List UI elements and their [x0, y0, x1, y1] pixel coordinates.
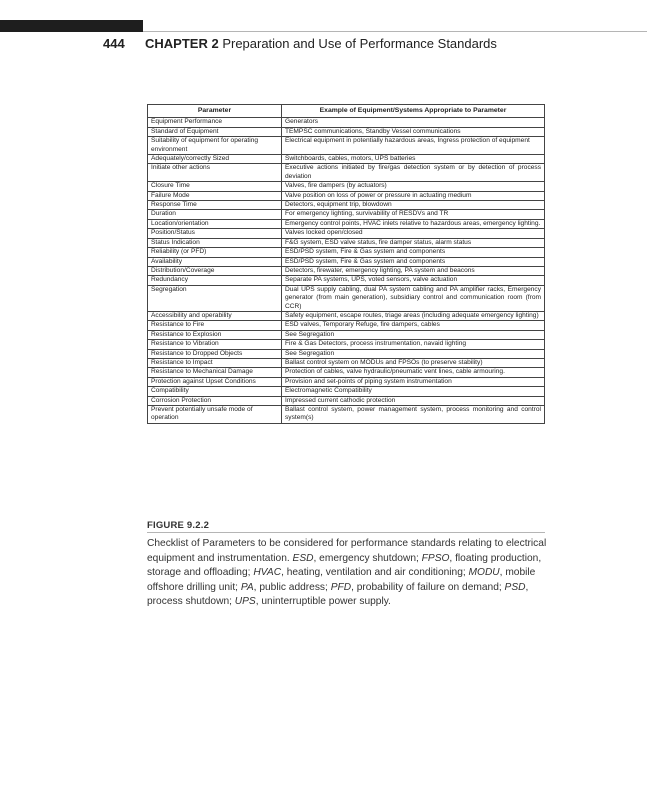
- caption-text: , probability of failure on demand;: [351, 581, 505, 593]
- example-cell: Ballast control system, power management system, process monitoring and control system(s): [282, 406, 545, 424]
- parameter-cell: Failure Mode: [148, 191, 282, 200]
- table-row: [148, 330, 545, 339]
- table-row: [148, 349, 545, 358]
- example-cell: Electrical equipment in potentially hazardous areas, Ingress protection of equipment: [282, 137, 545, 155]
- example-cell: Switchboards, cables, motors, UPS batteries: [282, 155, 545, 164]
- table-row: [148, 191, 545, 200]
- caption-abbreviation: MODU: [468, 567, 500, 579]
- figure-rule: [147, 532, 545, 533]
- chapter-label: CHAPTER 2: [145, 36, 219, 51]
- caption-text: Checklist of Parameters to be considered for performance standards relating to electrical equipment and instrumentation.: [147, 538, 547, 564]
- caption-text: , mobile offshore drilling unit;: [147, 567, 536, 593]
- caption-text: , public address;: [253, 581, 331, 593]
- table-row: [148, 118, 545, 127]
- column-header-parameter: Parameter: [148, 105, 282, 118]
- example-cell: Ballast control system on MODUs and FPSOs (to preserve stability): [282, 358, 545, 367]
- example-cell: Fire & Gas Detectors, process instrumentation, navaid lighting: [282, 340, 545, 349]
- example-cell: TEMPSC communications, Standby Vessel communications: [282, 127, 545, 136]
- example-cell: Detectors, firewater, emergency lighting, PA system and beacons: [282, 266, 545, 275]
- caption-text: , process shutdown;: [147, 581, 529, 608]
- parameter-cell: Suitability of equipment for operating environment: [148, 137, 282, 155]
- example-cell: Valves, fire dampers (by actuators): [282, 182, 545, 191]
- caption-text: , uninterruptible power supply.: [255, 596, 391, 608]
- example-cell: Dual UPS supply cabling, dual PA system cabling and PA amplifier racks, Emergency generator (from main generation), subsidiary control and communication room (from CCR): [282, 285, 545, 311]
- table-row: [148, 127, 545, 136]
- parameter-cell: Protection against Upset Conditions: [148, 377, 282, 386]
- table-body: [148, 118, 545, 423]
- caption-abbreviation: ESD: [292, 552, 314, 564]
- chapter-title: Preparation and Use of Performance Standards: [222, 36, 497, 51]
- table-row: [148, 377, 545, 386]
- running-head: [145, 36, 497, 51]
- table-row: [148, 164, 545, 182]
- figure-label: FIGURE 9.2.2: [147, 520, 210, 531]
- table-row: [148, 340, 545, 349]
- table-row: [148, 406, 545, 424]
- parameter-cell: Segregation: [148, 285, 282, 311]
- header-bar: [0, 20, 143, 32]
- header-rule: [143, 31, 647, 32]
- parameter-cell: Equipment Performance: [148, 118, 282, 127]
- parameter-cell: Resistance to Fire: [148, 321, 282, 330]
- table-row: [148, 257, 545, 266]
- example-cell: Impressed current cathodic protection: [282, 396, 545, 405]
- parameter-cell: Resistance to Impact: [148, 358, 282, 367]
- parameter-cell: Response Time: [148, 201, 282, 210]
- page-number: 444: [103, 36, 125, 51]
- caption-abbreviation: PA: [240, 581, 254, 593]
- example-cell: Separate PA systems, UPS, voted sensors, valve actuation: [282, 276, 545, 285]
- parameter-cell: Distribution/Coverage: [148, 266, 282, 275]
- caption-abbreviation: UPS: [234, 596, 256, 608]
- example-cell: For emergency lighting, survivability of RESDVs and TR: [282, 210, 545, 219]
- parameter-cell: Reliability (or PFD): [148, 248, 282, 257]
- parameter-cell: Location/orientation: [148, 219, 282, 228]
- parameter-cell: Accessibility and operability: [148, 311, 282, 320]
- example-cell: Electromagnetic Compatibility: [282, 387, 545, 396]
- table-row: [148, 387, 545, 396]
- table-row: [148, 238, 545, 247]
- table-row: [148, 368, 545, 377]
- caption-abbreviation: FPSO: [421, 552, 450, 564]
- column-header-example: Example of Equipment/Systems Appropriate to Parameter: [282, 105, 545, 118]
- parameter-cell: Initiate other actions: [148, 164, 282, 182]
- table-row: [148, 155, 545, 164]
- example-cell: ESD valves, Temporary Refuge, fire dampers, cables: [282, 321, 545, 330]
- figure-caption: [147, 537, 547, 610]
- example-cell: See Segregation: [282, 349, 545, 358]
- caption-abbreviation: HVAC: [253, 567, 282, 579]
- parameter-cell: Availability: [148, 257, 282, 266]
- caption-text: , heating, ventilation and air conditioning;: [281, 567, 469, 579]
- table-row: [148, 285, 545, 311]
- example-cell: See Segregation: [282, 330, 545, 339]
- parameter-cell: Standard of Equipment: [148, 127, 282, 136]
- table-row: [148, 321, 545, 330]
- parameter-cell: Corrosion Protection: [148, 396, 282, 405]
- example-cell: Valve position on loss of power or pressure in actuating medium: [282, 191, 545, 200]
- parameter-cell: Prevent potentially unsafe mode of operation: [148, 406, 282, 424]
- caption-abbreviation: PSD: [504, 581, 526, 593]
- caption-text: , floating production, storage and offloading;: [147, 552, 542, 579]
- parameter-cell: Resistance to Dropped Objects: [148, 349, 282, 358]
- table-row: [148, 276, 545, 285]
- table-row: [148, 311, 545, 320]
- example-cell: Valves locked open/closed: [282, 229, 545, 238]
- table-row: [148, 396, 545, 405]
- parameter-cell: Duration: [148, 210, 282, 219]
- parameter-cell: Resistance to Mechanical Damage: [148, 368, 282, 377]
- parameter-cell: Position/Status: [148, 229, 282, 238]
- example-cell: Safety equipment, escape routes, triage areas (including adequate emergency lighting): [282, 311, 545, 320]
- example-cell: Executive actions initiated by fire/gas detection system or by detection of process deviation: [282, 164, 545, 182]
- table-row: [148, 358, 545, 367]
- caption-text: , emergency shutdown;: [313, 552, 422, 564]
- table-row: [148, 248, 545, 257]
- example-cell: F&G system, ESD valve status, fire damper status, alarm status: [282, 238, 545, 247]
- table-row: [148, 201, 545, 210]
- table-row: [148, 266, 545, 275]
- example-cell: Generators: [282, 118, 545, 127]
- caption-abbreviation: PFD: [330, 581, 352, 593]
- table-row: [148, 210, 545, 219]
- example-cell: Emergency control points, HVAC inlets relative to hazardous areas, emergency lighting.: [282, 219, 545, 228]
- parameter-cell: Adequately/correctly Sized: [148, 155, 282, 164]
- example-cell: Provision and set-points of piping system instrumentation: [282, 377, 545, 386]
- example-cell: Protection of cables, valve hydraulic/pneumatic vent lines, cable armouring.: [282, 368, 545, 377]
- table-row: [148, 219, 545, 228]
- example-cell: Detectors, equipment trip, blowdown: [282, 201, 545, 210]
- table-header-row: [148, 105, 545, 118]
- parameter-cell: Closure Time: [148, 182, 282, 191]
- parameter-cell: Redundancy: [148, 276, 282, 285]
- example-cell: ESD/PSD system, Fire & Gas system and components: [282, 257, 545, 266]
- table-row: [148, 137, 545, 155]
- table-row: [148, 229, 545, 238]
- example-cell: ESD/PSD system, Fire & Gas system and components: [282, 248, 545, 257]
- parameter-cell: Compatibility: [148, 387, 282, 396]
- parameter-cell: Resistance to Explosion: [148, 330, 282, 339]
- parameter-table: [147, 104, 545, 424]
- parameter-cell: Resistance to Vibration: [148, 340, 282, 349]
- table-row: [148, 182, 545, 191]
- parameter-cell: Status Indication: [148, 238, 282, 247]
